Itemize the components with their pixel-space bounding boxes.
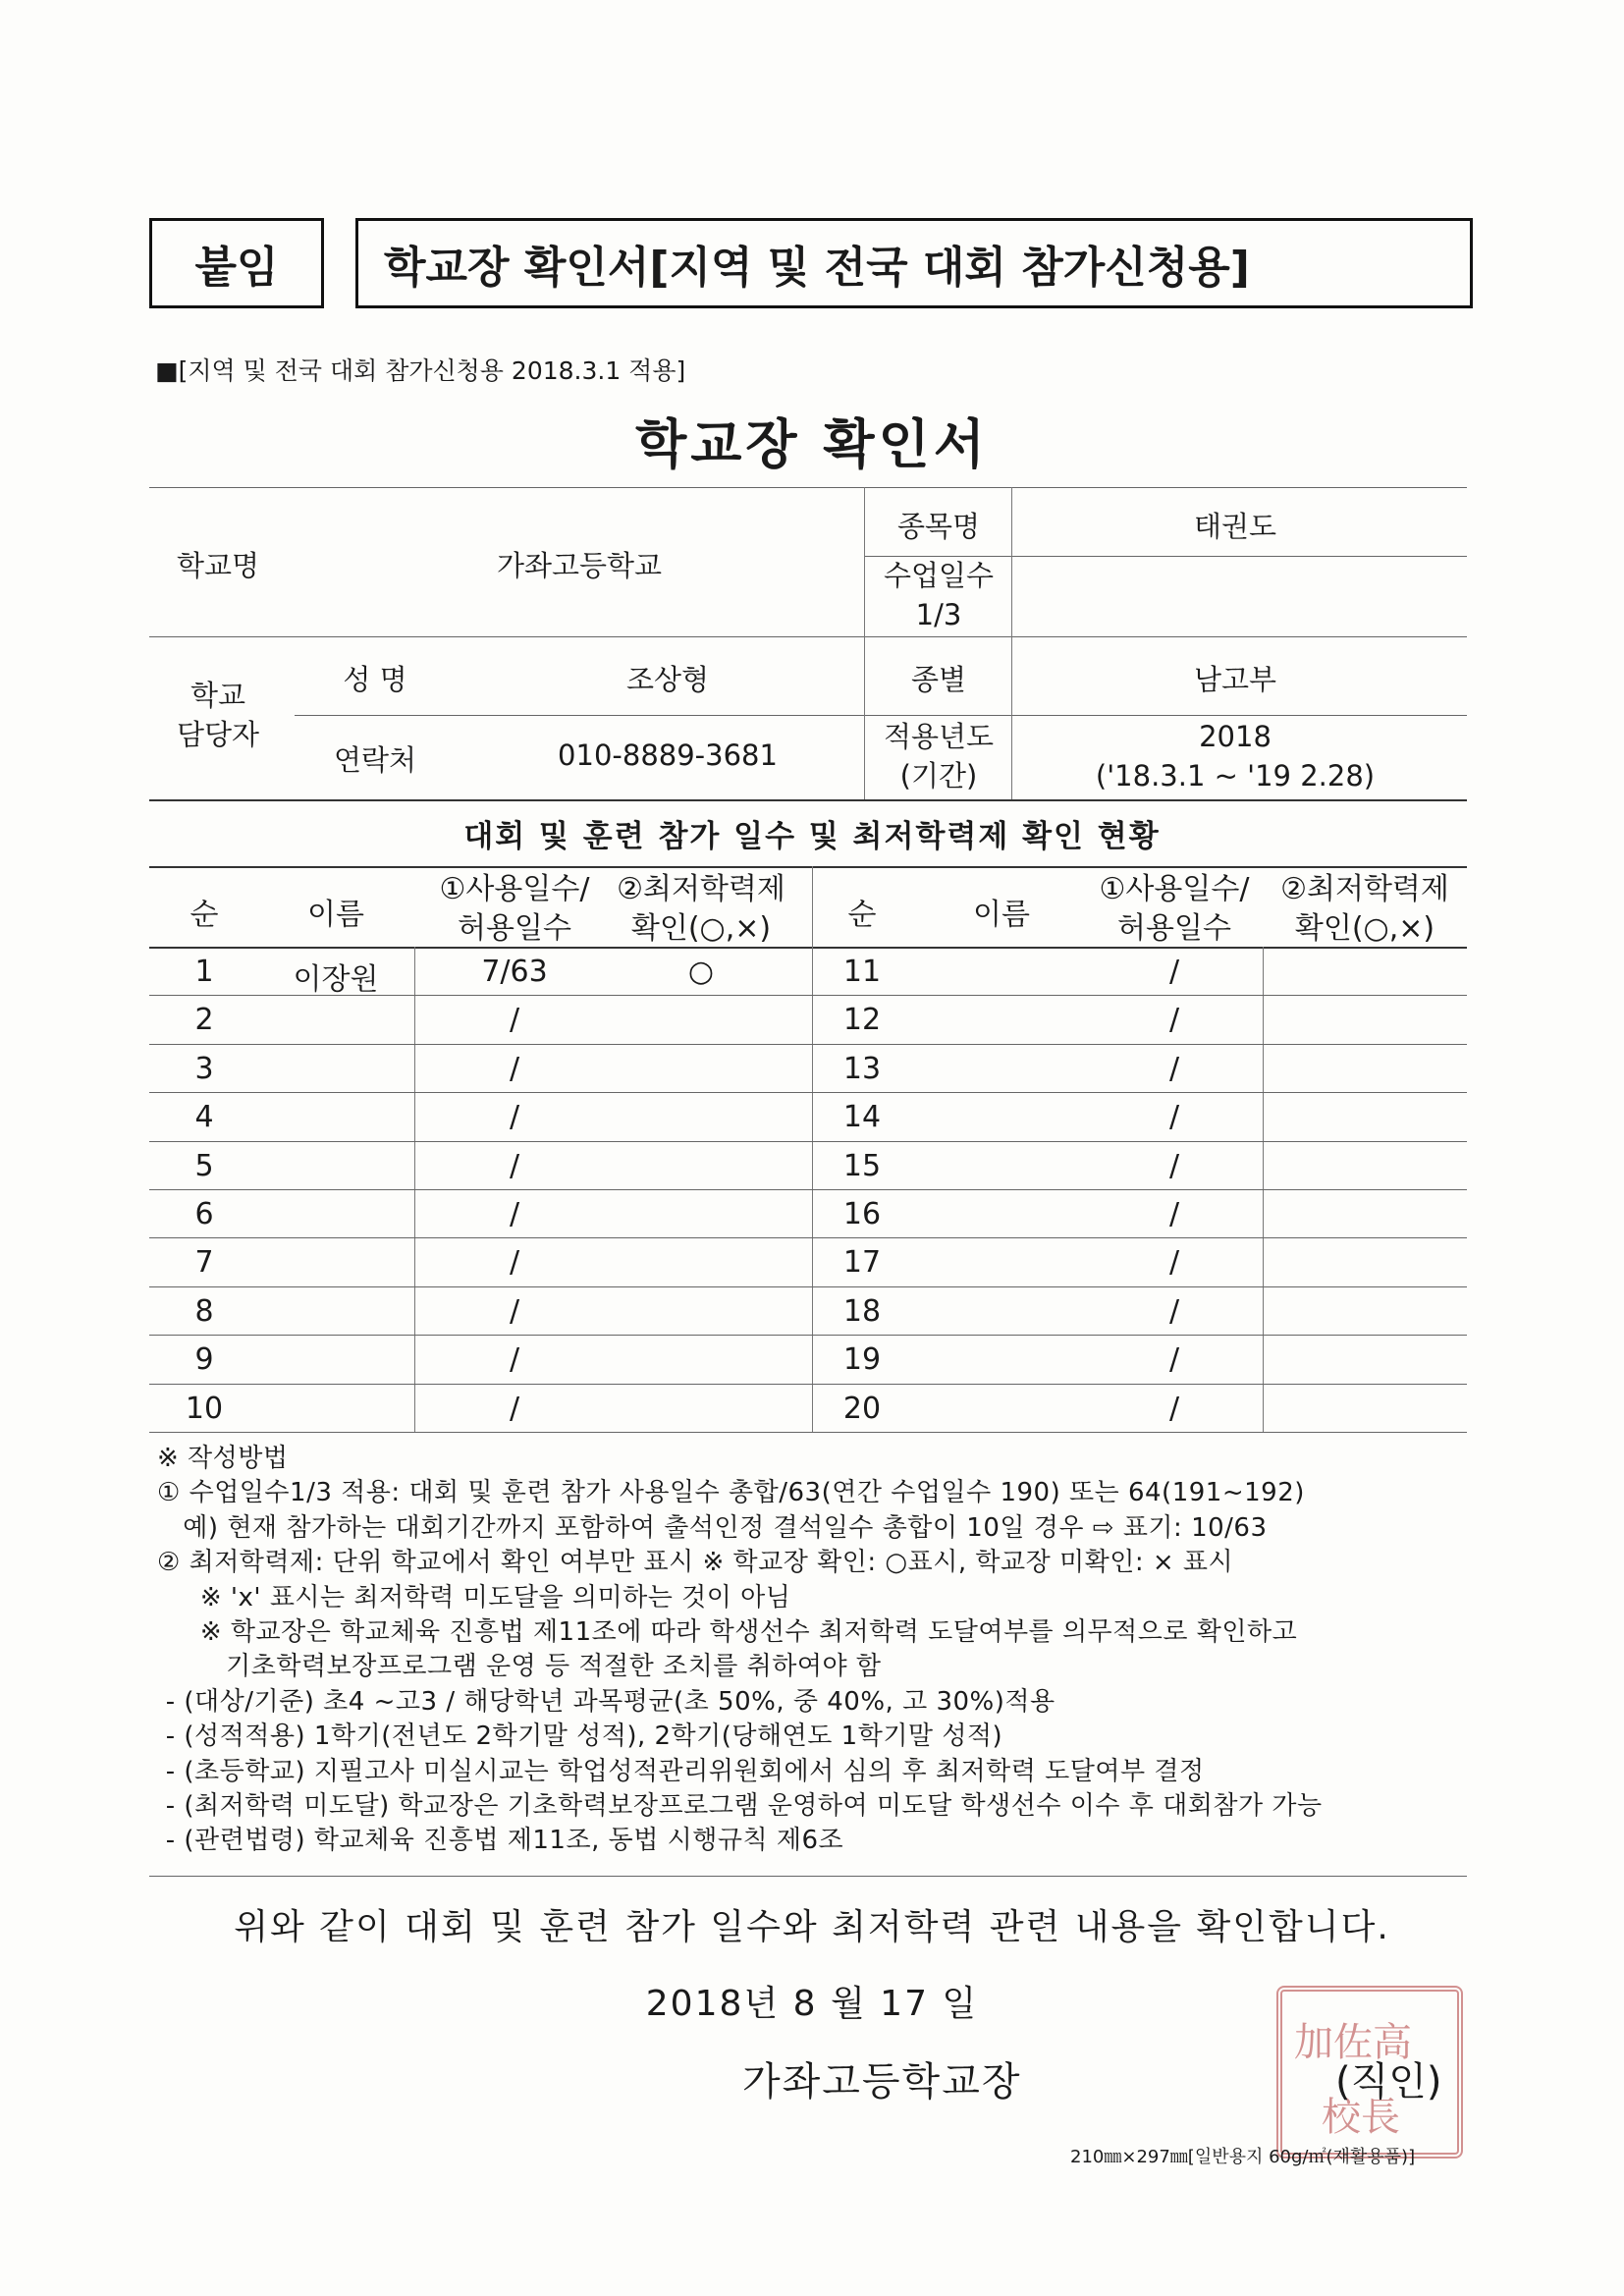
document-header-title: 학교장 확인서[지역 및 전국 대회 참가신청용]	[355, 218, 1473, 308]
row-divider	[149, 1044, 1467, 1045]
ptable-top-border	[149, 866, 1467, 868]
table-cell-no: 10	[185, 1392, 224, 1426]
header-check-left-line2: 확인(○,×)	[630, 911, 772, 946]
form-subtitle: ■[지역 및 전국 대회 참가신청용 2018.3.1 적용]	[155, 356, 686, 385]
instruction-line: - (최저학력 미도달) 학교장은 기초학력보장프로그램 운영하여 미도달 학생선수 이수 후 대회참가 가능	[157, 1791, 1323, 1821]
table-cell-days: /	[509, 1294, 520, 1329]
table-cell-no: 11	[842, 955, 882, 989]
ptable-header-border	[149, 947, 1467, 949]
confirmation-statement: 위와 같이 대회 및 훈련 참가 일수와 최저학력 관련 내용을 확인합니다.	[234, 1907, 1390, 1947]
row-divider	[149, 1432, 1467, 1433]
name-value: 조상형	[625, 663, 710, 696]
instruction-line: ① 수업일수1/3 적용: 대회 및 훈련 참가 사용일수 총합/63(연간 수업일수 190) 또는 64(191~192)	[157, 1478, 1305, 1507]
header-name-right: 이름	[973, 898, 1030, 932]
school-value: 가좌고등학교	[496, 549, 663, 582]
row-divider	[149, 1141, 1467, 1142]
header-no-right: 순	[847, 898, 877, 932]
row-divider	[149, 1189, 1467, 1190]
info-divider-school	[149, 636, 1467, 637]
notes-bottom-border	[149, 1876, 1467, 1877]
instruction-line: 기초학력보장프로그램 운영 등 적절한 조치를 취하여야 함	[157, 1652, 882, 1681]
header-check-right-line2: 확인(○,×)	[1294, 911, 1435, 946]
table-cell-no: 19	[842, 1342, 882, 1377]
seal-label: (직인)	[1335, 2059, 1442, 2105]
year-value-line2: ('18.3.1 ~ '19 2.28)	[1095, 759, 1376, 793]
info-table-bottom-border	[149, 799, 1467, 801]
table-cell-days: /	[1168, 1149, 1180, 1183]
table-cell-days: 7/63	[481, 955, 548, 989]
table-cell-days: /	[509, 1149, 520, 1183]
table-cell-no: 12	[842, 1003, 882, 1037]
info-vline-3	[864, 636, 865, 799]
header-check-right-line1: ②최저학력제	[1280, 872, 1449, 906]
year-value	[1096, 717, 1375, 795]
instruction-line: ※ 학교장은 학교체육 진흥법 제11조에 따라 학생선수 최저학력 도달여부를 의무적으로 확인하고	[157, 1617, 1298, 1647]
table-cell-days: /	[509, 1342, 520, 1377]
table-cell-no: 9	[194, 1342, 214, 1377]
sport-label: 종목명	[896, 510, 981, 543]
row-divider	[149, 1286, 1467, 1287]
instruction-line: ② 최저학력제: 단위 학교에서 확인 여부만 표시 ※ 학교장 확인: ○표시, 학교장 미확인: × 표시	[157, 1548, 1234, 1577]
year-value-line1: 2018	[1199, 720, 1272, 753]
instruction-line: - (관련법령) 학교체육 진흥법 제11조, 동법 시행규칙 제6조	[157, 1826, 844, 1855]
section-title: 대회 및 훈련 참가 일수 및 최저학력제 확인 현황	[463, 819, 1161, 854]
contact-value: 010-8889-3681	[558, 738, 778, 772]
seal-text-top: 加佐高	[1294, 2020, 1412, 2065]
table-cell-name: 이장원	[293, 962, 379, 997]
manager-label	[177, 676, 259, 754]
info-divider-name	[295, 715, 1467, 716]
table-cell-days: /	[509, 1052, 520, 1086]
sport-value: 태권도	[1193, 510, 1277, 543]
table-cell-no: 16	[842, 1197, 882, 1231]
table-cell-days: /	[1168, 955, 1180, 989]
school-label: 학교명	[176, 549, 260, 582]
instruction-line: 예) 현재 참가하는 대회기간까지 포함하여 출석인정 결석일수 총합이 10일 경우 ⇨ 표기: 10/63	[157, 1513, 1268, 1543]
year-label	[884, 717, 994, 795]
row-divider	[149, 1092, 1467, 1093]
page-title: 학교장 확인서	[635, 413, 989, 475]
year-label-line1: 적용년도	[883, 720, 995, 753]
table-cell-days: /	[1168, 1100, 1180, 1134]
table-cell-no: 18	[842, 1294, 882, 1329]
division-label: 종별	[910, 663, 967, 696]
table-cell-days: /	[1168, 1197, 1180, 1231]
classdays-label	[884, 556, 994, 634]
instruction-line: ※ 작성방법	[157, 1444, 289, 1473]
table-cell-days: /	[1168, 1052, 1180, 1086]
instruction-line: - (초등학교) 지필고사 미실시교는 학업성적관리위원회에서 심의 후 최저학력 도달여부 결정	[157, 1757, 1205, 1786]
issue-date: 2018년 8 월 17 일	[645, 1984, 979, 2024]
seal-text-bottom: 校長	[1322, 2095, 1400, 2140]
table-cell-days: /	[509, 1003, 520, 1037]
header-days-left-line2: 허용일수	[458, 911, 571, 946]
instruction-line: - (대상/기준) 초4 ~고3 / 해당학년 과목평균(초 50%, 중 40%, 고 30%)적용	[157, 1687, 1056, 1717]
header-check-left-line1: ②최저학력제	[617, 872, 785, 906]
header-days-right-line1: ①사용일수/	[1099, 872, 1250, 906]
attachment-tag: 붙임	[149, 218, 324, 308]
row-divider	[149, 1237, 1467, 1238]
table-cell-days: /	[1168, 1245, 1180, 1280]
manager-label-line1: 학교	[189, 679, 246, 712]
principal-signature-name: 가좌고등학교장	[742, 2059, 1022, 2105]
table-cell-no: 2	[194, 1003, 214, 1037]
table-cell-check: ○	[687, 955, 715, 989]
name-label: 성 명	[343, 663, 407, 696]
header-days-right-line2: 허용일수	[1117, 911, 1231, 946]
table-cell-days: /	[1168, 1342, 1180, 1377]
table-cell-no: 20	[842, 1392, 882, 1426]
year-label-line2: (기간)	[899, 759, 978, 793]
header-name-left: 이름	[307, 898, 364, 932]
header-check-right	[1280, 870, 1449, 949]
row-divider	[149, 1335, 1467, 1336]
info-vline-4	[1011, 636, 1012, 799]
header-days-left-line1: ①사용일수/	[439, 872, 590, 906]
table-cell-no: 14	[842, 1100, 882, 1134]
row-divider	[149, 1384, 1467, 1385]
table-cell-days: /	[509, 1197, 520, 1231]
table-cell-no: 6	[194, 1197, 214, 1231]
table-cell-no: 3	[194, 1052, 214, 1086]
header-days-right	[1100, 870, 1250, 949]
ptable-center-divider	[812, 866, 813, 1432]
table-cell-no: 15	[842, 1149, 882, 1183]
header-check-left	[617, 870, 785, 949]
table-cell-no: 17	[842, 1245, 882, 1280]
division-value: 남고부	[1193, 663, 1277, 696]
table-cell-no: 5	[194, 1149, 214, 1183]
info-vline-1	[864, 487, 865, 636]
classdays-label-line2: 1/3	[915, 598, 962, 631]
instruction-line: - (성적적용) 1학기(전년도 2학기말 성적), 2학기(당해연도 1학기말 성적)	[157, 1722, 1003, 1751]
table-cell-no: 1	[194, 955, 214, 989]
header-days-left	[440, 870, 590, 949]
header-no-left: 순	[189, 898, 219, 932]
table-cell-days: /	[1168, 1003, 1180, 1037]
manager-label-line2: 담당자	[176, 718, 260, 751]
table-cell-days: /	[509, 1392, 520, 1426]
classdays-label-line1: 수업일수	[883, 559, 995, 592]
info-vline-2	[1011, 487, 1012, 636]
table-cell-days: /	[1168, 1294, 1180, 1329]
paper-spec-footer: 210㎜×297㎜[일반용지 60g/㎡(재활용품)]	[1070, 2147, 1416, 2167]
table-cell-no: 13	[842, 1052, 882, 1086]
table-cell-no: 7	[194, 1245, 214, 1280]
table-cell-days: /	[509, 1100, 520, 1134]
table-cell-days: /	[509, 1245, 520, 1280]
contact-label: 연락처	[333, 743, 417, 777]
table-cell-days: /	[1168, 1392, 1180, 1426]
instruction-line: ※ 'x' 표시는 최저학력 미도달을 의미하는 것이 아님	[157, 1583, 791, 1613]
table-cell-no: 4	[194, 1100, 214, 1134]
table-cell-no: 8	[194, 1294, 214, 1329]
info-table-top-border	[149, 487, 1467, 488]
